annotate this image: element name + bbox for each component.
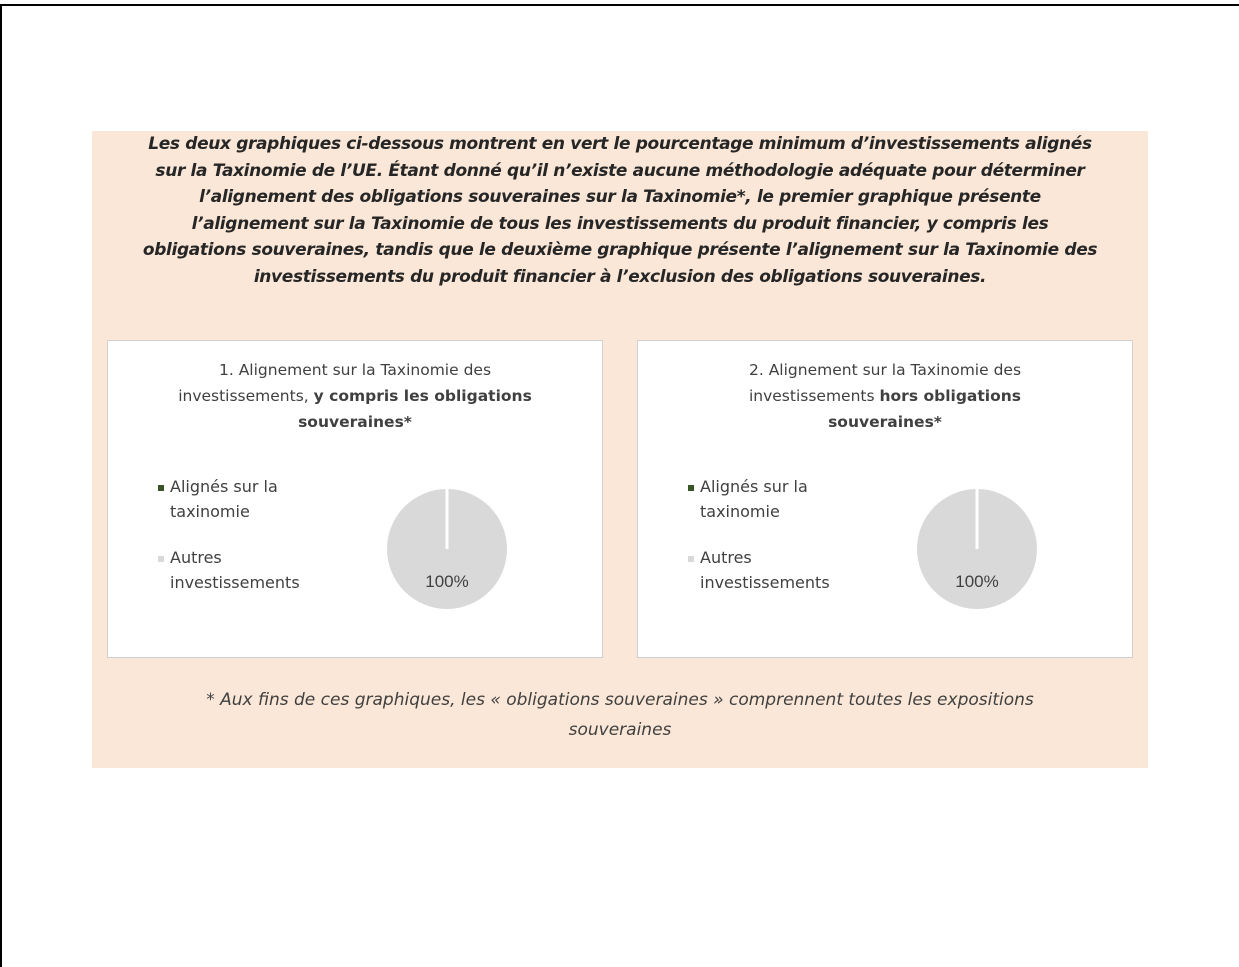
chart-title-line bbox=[148, 383, 562, 409]
legend-label bbox=[700, 474, 888, 524]
chart-title-line bbox=[148, 357, 562, 383]
footnote bbox=[112, 685, 1128, 745]
legend-label-line: Alignés sur la bbox=[170, 477, 278, 496]
legend-item-others bbox=[688, 545, 888, 595]
legend-item-aligned bbox=[688, 474, 888, 524]
intro-line: sur la Taxinomie de l’UE. Étant donné qu’il n’existe aucune méthodologie adéquate pour déterminer bbox=[155, 160, 1085, 181]
intro-line: l’alignement sur la Taxinomie de tous les investissements du produit financier, y compris les bbox=[191, 213, 1049, 234]
chart-title-bold: y compris les obligations bbox=[313, 387, 532, 405]
intro-text bbox=[100, 131, 1140, 290]
pie-chart bbox=[384, 486, 510, 612]
chart-title-text: 1. Alignement sur la Taxinomie des bbox=[218, 361, 492, 379]
legend-label-line: investissements bbox=[700, 573, 830, 592]
chart-legend bbox=[158, 474, 358, 616]
legend-label bbox=[170, 545, 358, 595]
legend-swatch-aligned bbox=[688, 485, 694, 491]
chart-title-text: investissements bbox=[748, 387, 880, 405]
pie-chart bbox=[914, 486, 1040, 612]
page-border-left bbox=[0, 4, 2, 967]
legend-swatch-aligned bbox=[158, 485, 164, 491]
chart-title-bold: hors obligations bbox=[879, 387, 1022, 405]
chart-title-text: 2. Alignement sur la Taxinomie des bbox=[748, 361, 1022, 379]
footnote-line: souveraines bbox=[568, 720, 672, 740]
chart-title-text: investissements, bbox=[178, 387, 314, 405]
legend-label-line: Autres bbox=[700, 548, 752, 567]
legend-swatch-others bbox=[688, 556, 694, 562]
chart-title-line bbox=[678, 409, 1092, 435]
chart-1 bbox=[107, 340, 603, 658]
legend-label bbox=[170, 474, 358, 524]
pie-data-label: 100% bbox=[955, 572, 999, 591]
pie-data-label: 100% bbox=[425, 572, 469, 591]
chart-title-bold: souveraines* bbox=[828, 413, 942, 431]
chart-title bbox=[148, 357, 562, 435]
pie-slices bbox=[917, 489, 1037, 609]
intro-line: obligations souveraines, tandis que le deuxième graphique présente l’alignement sur la Taxinomie des bbox=[142, 240, 1098, 260]
chart-title-line bbox=[678, 357, 1092, 383]
page-border-top bbox=[0, 4, 1239, 6]
legend-item-aligned bbox=[158, 474, 358, 524]
legend-item-others bbox=[158, 545, 358, 595]
chart-title-bold: souveraines* bbox=[298, 413, 412, 431]
chart-2 bbox=[637, 340, 1133, 658]
intro-line: Les deux graphiques ci-dessous montrent en vert le pourcentage minimum d’investissements alignés bbox=[148, 134, 1092, 154]
chart-title bbox=[678, 357, 1092, 435]
pie-slices bbox=[387, 489, 507, 609]
intro-line: l’alignement des obligations souveraines sur la Taxinomie*, le premier graphique présente bbox=[199, 187, 1041, 207]
chart-legend bbox=[688, 474, 888, 616]
taxonomy-panel bbox=[92, 131, 1148, 768]
legend-label-line: Autres bbox=[170, 548, 222, 567]
legend-label-line: Alignés sur la bbox=[700, 477, 808, 496]
chart-title-line bbox=[148, 409, 562, 435]
legend-label-line: investissements bbox=[170, 573, 300, 592]
legend-label bbox=[700, 545, 888, 595]
chart-title-line bbox=[678, 383, 1092, 409]
footnote-line: * Aux fins de ces graphiques, les « obligations souveraines » comprennent toutes les expositions bbox=[206, 690, 1034, 710]
legend-label-line: taxinomie bbox=[170, 502, 250, 521]
legend-label-line: taxinomie bbox=[700, 502, 780, 521]
intro-line: investissements du produit financier à l’exclusion des obligations souveraines. bbox=[253, 266, 987, 287]
legend-swatch-others bbox=[158, 556, 164, 562]
